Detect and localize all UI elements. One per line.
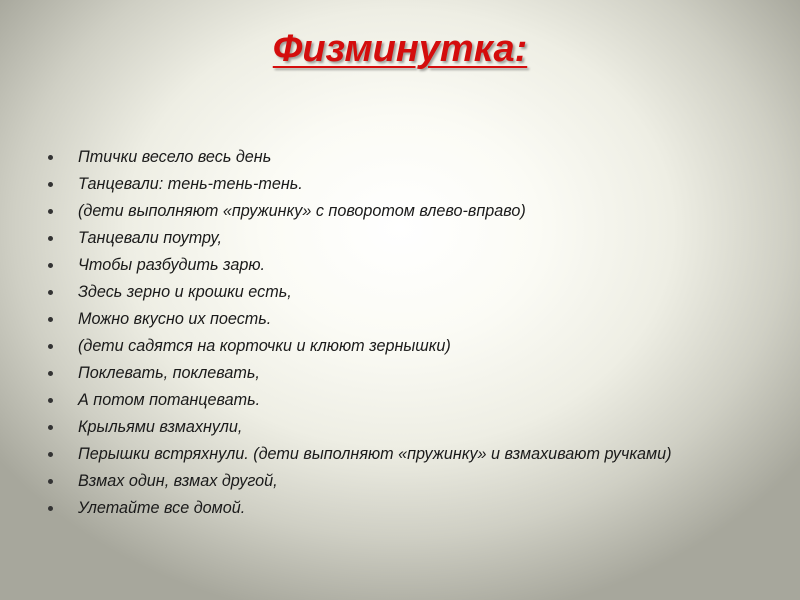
bullet-dot-icon: [48, 425, 53, 430]
bullet-item: [48, 200, 738, 223]
bullet-dot-icon: [48, 236, 53, 241]
bullet-dot-icon: [48, 452, 53, 457]
bullet-text: Танцевали: тень-тень-тень.: [78, 175, 303, 193]
bullet-text: Здесь зерно и крошки есть,: [78, 283, 292, 301]
bullet-dot-icon: [48, 209, 53, 214]
bullet-text: Можно вкусно их поесть.: [78, 310, 272, 328]
bullet-dot-icon: [48, 506, 53, 511]
bullet-dot-icon: [48, 398, 53, 403]
bullet-item: [48, 254, 738, 277]
bullet-text: А потом потанцевать.: [78, 391, 261, 409]
bullet-item: [48, 335, 738, 358]
bullet-text: Танцевали поутру,: [78, 229, 222, 247]
bullet-text: (дети садятся на корточки и клюют зернышки): [78, 337, 451, 355]
bullet-item: [48, 308, 738, 331]
slide-title: Физминутка:: [272, 28, 528, 70]
bullet-item: [48, 389, 738, 412]
bullet-dot-icon: [48, 344, 53, 349]
bullet-dot-icon: [48, 155, 53, 160]
bullet-item: [48, 443, 738, 466]
bullet-item: [48, 470, 738, 493]
bullet-text: Птички весело весь день: [78, 148, 272, 166]
bullet-item: [48, 281, 738, 304]
bullet-item: [48, 227, 738, 250]
bullet-dot-icon: [48, 479, 53, 484]
bullet-text: Крыльями взмахнули,: [78, 418, 243, 436]
bullet-dot-icon: [48, 182, 53, 187]
bullet-list: [48, 146, 738, 524]
bullet-text: Чтобы разбудить зарю.: [78, 256, 266, 274]
bullet-item: [48, 146, 738, 169]
bullet-text: Взмах один, взмах другой,: [78, 472, 278, 490]
bullet-item: [48, 173, 738, 196]
bullet-text: (дети выполняют «пружинку» с поворотом влево-вправо): [78, 202, 526, 220]
bullet-text: Поклевать, поклевать,: [78, 364, 260, 382]
bullet-dot-icon: [48, 263, 53, 268]
bullet-dot-icon: [48, 371, 53, 376]
bullet-item: [48, 416, 738, 439]
bullet-dot-icon: [48, 290, 53, 295]
bullet-text: Улетайте все домой.: [78, 499, 246, 517]
bullet-dot-icon: [48, 317, 53, 322]
bullet-item: [48, 497, 738, 520]
bullet-text: Перышки встряхнули. (дети выполняют «пружинку» и взмахивают ручками): [78, 445, 672, 463]
bullet-item: [48, 362, 738, 385]
